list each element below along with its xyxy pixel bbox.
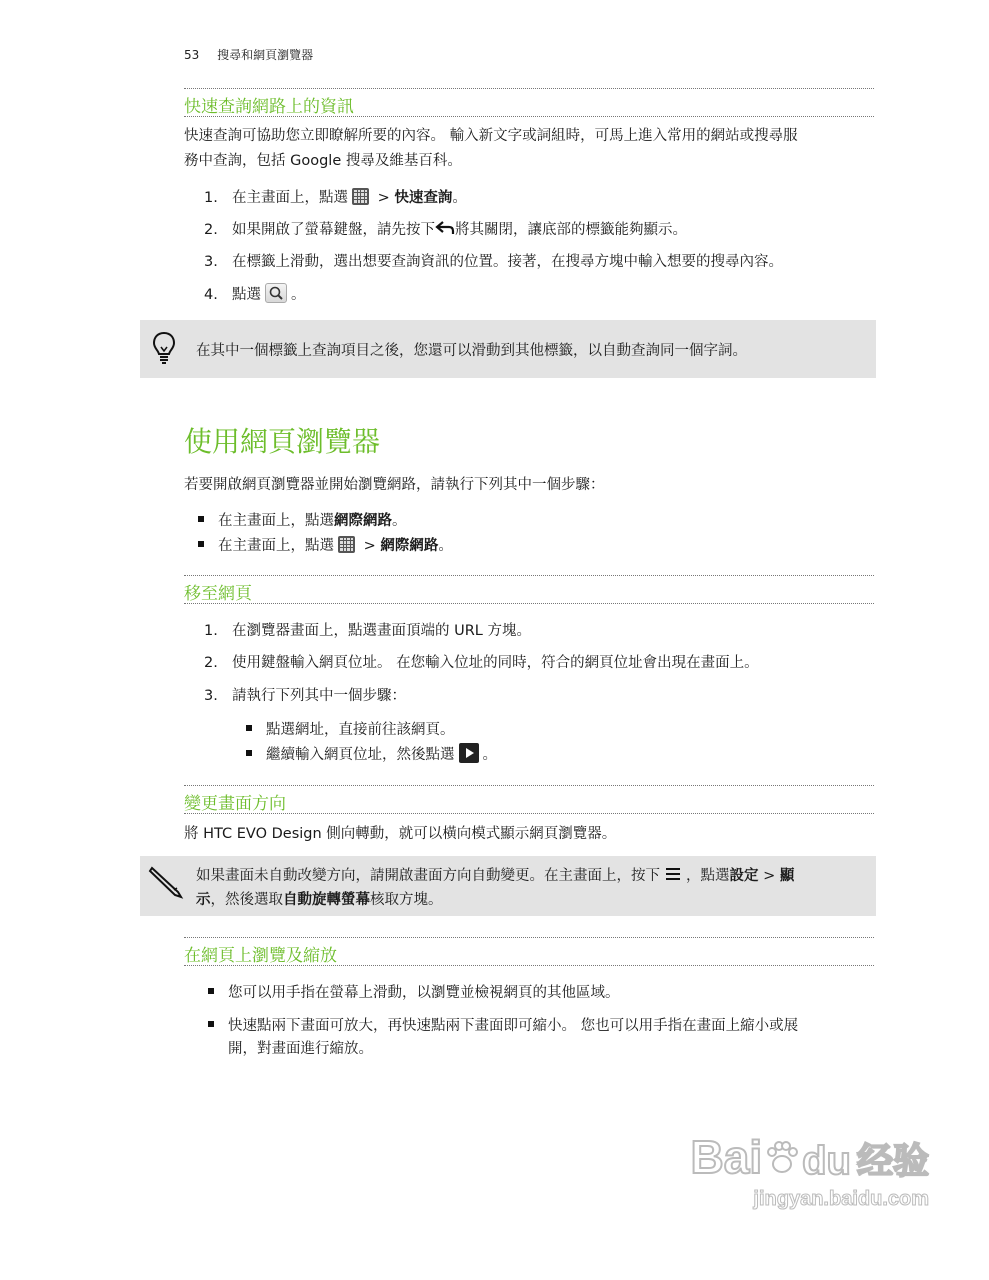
search-icon [265, 283, 287, 303]
section4-intro: 將 HTC EVO Design 側向轉動，就可以橫向模式顯示網頁瀏覽器。 [184, 826, 617, 842]
lightbulb-icon [152, 331, 176, 365]
section-title-browser: 使用網頁瀏覽器 [184, 425, 381, 458]
divider [184, 785, 874, 786]
step-1: 1. 在主畫面上，點選 > 快速查詢。 [204, 186, 467, 207]
step-4: 4. 點選 。 [204, 283, 306, 305]
page-number: 53 [184, 48, 200, 62]
note-text: 如果畫面未自動改變方向，請開啟畫面方向自動變更。在主畫面上，按下 ，點選設定 > 顯 示，然後選取自動旋轉螢幕核取方塊。 [196, 868, 795, 908]
note-box [140, 856, 876, 916]
section-title-orientation: 變更畫面方向 [184, 794, 286, 814]
list-item-continuation: 開，對畫面進行縮放。 [228, 1041, 373, 1057]
menu-icon [666, 868, 680, 880]
list-item: 在主畫面上，點選網際網路。 [198, 509, 407, 530]
section-title-go-to-page: 移至網頁 [184, 584, 252, 604]
baidu-watermark: Bai du 经验 jingyan.baidu.com [690, 1131, 929, 1210]
chapter-title: 搜尋和網頁瀏覽器 [217, 48, 314, 62]
step-3: 3. 在標籤上滑動，選出想要查詢資訊的位置。接著，在搜尋方塊中輸入想要的搜尋內容。 [204, 254, 783, 270]
tip-text: 在其中一個標籤上查詢項目之後，您還可以滑動到其他標籤，以自動查詢同一個字詞。 [196, 343, 747, 359]
apps-grid-icon [352, 188, 369, 205]
list-item: 您可以用手指在螢幕上滑動，以瀏覽並檢視網頁的其他區域。 [208, 981, 620, 1002]
section-title-quick-lookup: 快速查詢網路上的資訊 [184, 97, 354, 117]
list-item: 繼續輸入網頁位址，然後點選 。 [246, 743, 497, 765]
divider [184, 88, 874, 89]
step-1: 1. 在瀏覽器畫面上，點選畫面頂端的 URL 方塊。 [204, 623, 531, 639]
divider [184, 813, 874, 814]
divider [184, 575, 874, 576]
apps-grid-icon [338, 536, 355, 553]
step-2: 2. 如果開啟了螢幕鍵盤，請先按下 將其關閉，讓底部的標籤能夠顯示。 [204, 222, 687, 238]
section2-intro: 若要開啟網頁瀏覽器並開始瀏覽網路，請執行下列其中一個步驟： [184, 477, 605, 493]
divider [184, 603, 874, 604]
list-item: 快速點兩下畫面可放大，再快速點兩下畫面即可縮小。 您也可以用手指在畫面上縮小或展 [208, 1014, 798, 1035]
step-2: 2. 使用鍵盤輸入網頁位址。 在您輸入位址的同時，符合的網頁位址會出現在畫面上。 [204, 655, 759, 671]
section-title-browse-zoom: 在網頁上瀏覽及縮放 [184, 946, 337, 966]
pencil-icon [148, 864, 184, 900]
paw-icon [764, 1140, 800, 1176]
go-arrow-icon [459, 743, 479, 763]
list-item: 點選網址，直接前往該網頁。 [246, 718, 455, 739]
divider [184, 965, 874, 966]
divider [184, 937, 874, 938]
back-arrow-icon [435, 221, 455, 235]
step-3: 3. 請執行下列其中一個步驟： [204, 688, 406, 704]
section1-intro: 快速查詢可協助您立即瞭解所要的內容。 輸入新文字或詞組時，可馬上進入常用的網站或搜尋服 務中查詢，包括 Google 搜尋及維基百科。 [184, 128, 798, 169]
tip-box [140, 320, 876, 378]
divider [184, 116, 874, 117]
list-item: 在主畫面上，點選 > 網際網路。 [198, 534, 453, 555]
page-header [184, 46, 313, 63]
